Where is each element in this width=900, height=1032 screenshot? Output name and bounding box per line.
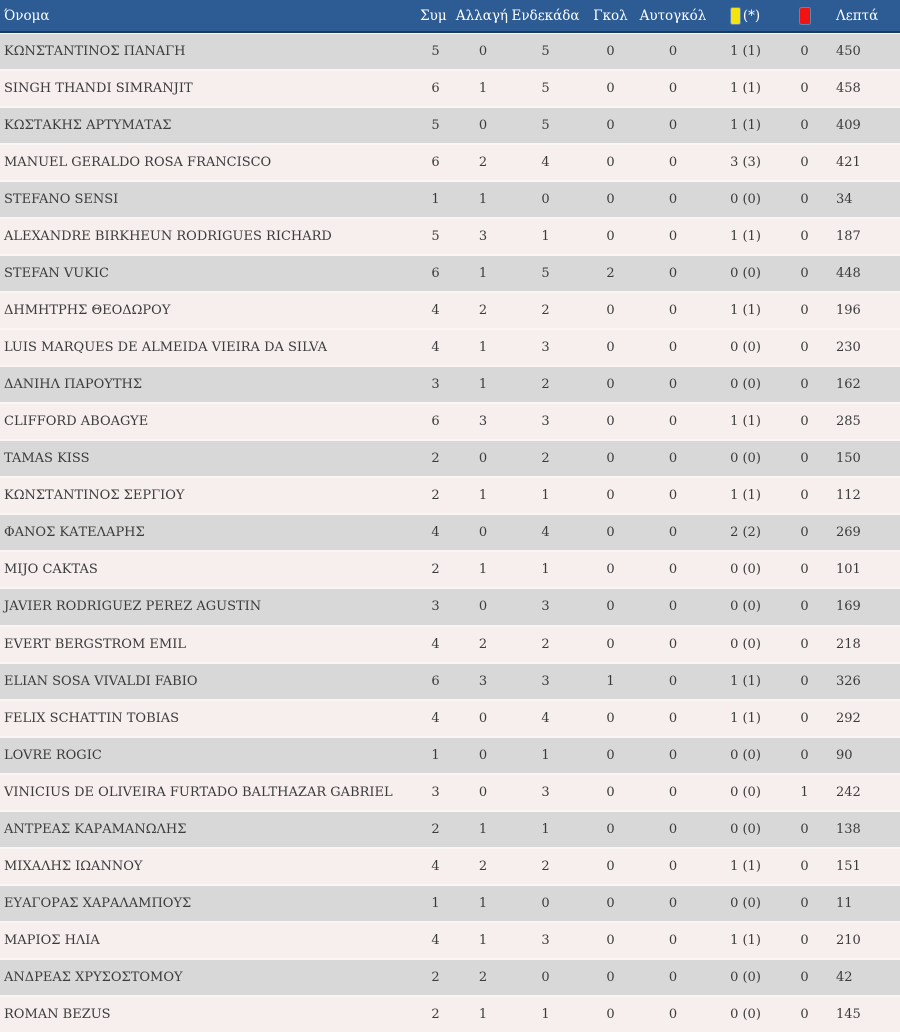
goals-cell: 0: [606, 1006, 615, 1022]
table-row[interactable]: [0, 293, 900, 328]
col-header-substitution[interactable]: Αλλαγή: [455, 7, 508, 24]
minutes-cell: 162: [836, 377, 861, 393]
goals-cell: 0: [606, 932, 615, 948]
appearances-cell: 6: [431, 155, 440, 171]
yellow-cards-cell: 0 (0): [730, 377, 761, 393]
col-header-starting-xi[interactable]: Ενδεκάδα: [511, 7, 580, 24]
player-name-cell[interactable]: ELIAN SOSA VIVALDI FABIO: [4, 673, 198, 689]
table-row[interactable]: [0, 664, 900, 699]
red-cards-cell: 1: [800, 784, 809, 800]
player-name-cell[interactable]: ΕΥΑΓΟΡΑΣ ΧΑΡΑΛΑΜΠΟΥΣ: [4, 895, 192, 911]
minutes-cell: 11: [836, 895, 853, 911]
appearances-cell: 6: [431, 266, 440, 282]
starting-xi-cell: 1: [541, 1006, 550, 1022]
appearances-cell: 1: [431, 192, 440, 208]
own-goals-cell: 0: [668, 192, 678, 208]
yellow-cards-cell: 0 (0): [730, 1006, 761, 1022]
yellow-cards-cell: 0 (0): [730, 192, 761, 208]
yellow-cards-cell: 3 (3): [730, 155, 761, 171]
starting-xi-cell: 1: [541, 562, 550, 578]
starting-xi-cell: 0: [541, 192, 550, 208]
col-header-goals[interactable]: Γκολ: [593, 7, 628, 24]
appearances-cell: 4: [431, 303, 440, 319]
starting-xi-cell: 2: [541, 636, 550, 652]
starting-xi-cell: 2: [541, 451, 550, 467]
starting-xi-cell: 4: [541, 155, 550, 171]
table-row[interactable]: [0, 71, 900, 106]
goals-cell: 0: [606, 784, 615, 800]
minutes-cell: 196: [836, 303, 861, 319]
col-header-own-goals[interactable]: Αυτογκόλ: [639, 7, 707, 24]
appearances-cell: 4: [431, 525, 440, 541]
yellow-cards-cell: 0 (0): [730, 340, 761, 356]
appearances-cell: 2: [431, 1006, 440, 1022]
starting-xi-cell: 1: [541, 747, 550, 763]
appearances-cell: 5: [431, 44, 440, 60]
appearances-cell: 2: [431, 451, 440, 467]
minutes-cell: 150: [836, 451, 861, 467]
minutes-cell: 326: [836, 673, 861, 689]
starting-xi-cell: 0: [541, 969, 550, 985]
goals-cell: 0: [606, 303, 615, 319]
starting-xi-cell: 1: [541, 229, 550, 245]
substitution-cell: 1: [478, 81, 488, 97]
yellow-cards-cell: 1 (1): [730, 710, 761, 726]
red-cards-cell: 0: [800, 562, 809, 578]
minutes-cell: 138: [836, 821, 861, 837]
own-goals-cell: 0: [668, 747, 678, 763]
substitution-cell: 0: [478, 451, 488, 467]
goals-cell: 0: [606, 636, 615, 652]
substitution-cell: 2: [478, 636, 488, 652]
player-name-cell[interactable]: VINICIUS DE OLIVEIRA FURTADO BALTHAZAR GABRIEL: [4, 784, 393, 800]
minutes-cell: 145: [836, 1006, 861, 1022]
goals-cell: 0: [606, 599, 615, 615]
starting-xi-cell: 3: [541, 414, 550, 430]
starting-xi-cell: 2: [541, 303, 550, 319]
goals-cell: 0: [606, 488, 615, 504]
substitution-cell: 1: [478, 266, 488, 282]
goals-cell: 0: [606, 377, 615, 393]
goals-cell: 0: [606, 858, 615, 874]
table-row[interactable]: [0, 775, 900, 810]
yellow-cards-cell: 0 (0): [730, 562, 761, 578]
red-cards-cell: 0: [800, 821, 809, 837]
appearances-cell: 1: [431, 895, 440, 911]
goals-cell: 0: [606, 44, 615, 60]
minutes-cell: 292: [836, 710, 861, 726]
appearances-cell: 5: [431, 118, 440, 134]
substitution-cell: 0: [478, 525, 488, 541]
red-cards-cell: 0: [800, 895, 809, 911]
appearances-cell: 2: [431, 969, 440, 985]
table-row[interactable]: [0, 849, 900, 884]
player-name-cell[interactable]: TAMAS KISS: [4, 451, 90, 467]
own-goals-cell: 0: [668, 636, 678, 652]
red-cards-cell: 0: [800, 118, 809, 134]
table-row[interactable]: [0, 478, 900, 513]
minutes-cell: 285: [836, 414, 861, 430]
table-row[interactable]: [0, 812, 900, 847]
minutes-cell: 112: [836, 488, 861, 504]
substitution-cell: 1: [478, 932, 488, 948]
starting-xi-cell: 5: [541, 118, 550, 134]
substitution-cell: 2: [478, 858, 488, 874]
substitution-cell: 2: [478, 303, 488, 319]
yellow-cards-cell: 0 (0): [730, 895, 761, 911]
table-row[interactable]: [0, 960, 900, 995]
own-goals-cell: 0: [668, 451, 678, 467]
substitution-cell: 3: [478, 414, 488, 430]
red-cards-cell: 0: [800, 155, 809, 171]
goals-cell: 0: [606, 895, 615, 911]
red-cards-cell: 0: [800, 488, 809, 504]
red-cards-cell: 0: [800, 81, 809, 97]
minutes-cell: 151: [836, 858, 861, 874]
substitution-cell: 2: [478, 155, 488, 171]
player-name-cell[interactable]: ΔΗΜΗΤΡΗΣ ΘΕΟΔΩΡΟΥ: [4, 303, 171, 319]
player-name-cell[interactable]: STEFANO SENSI: [4, 192, 119, 208]
goals-cell: 0: [606, 451, 615, 467]
appearances-cell: 4: [431, 858, 440, 874]
appearances-cell: 4: [431, 340, 440, 356]
player-name-cell[interactable]: EVERT BERGSTROM EMIL: [4, 636, 186, 652]
red-cards-cell: 0: [800, 377, 809, 393]
starting-xi-cell: 3: [541, 340, 550, 356]
appearances-cell: 1: [431, 747, 440, 763]
appearances-cell: 2: [431, 488, 440, 504]
goals-cell: 1: [606, 673, 615, 689]
substitution-cell: 1: [478, 488, 488, 504]
goals-cell: 0: [606, 821, 615, 837]
yellow-cards-cell: 0 (0): [730, 821, 761, 837]
table-row[interactable]: [0, 34, 900, 69]
player-name-cell[interactable]: FELIX SCHATTIN TOBIAS: [4, 710, 180, 726]
minutes-cell: 269: [836, 525, 861, 541]
table-row[interactable]: [0, 738, 900, 773]
minutes-cell: 169: [836, 599, 861, 615]
yellow-cards-cell: 0 (0): [730, 747, 761, 763]
red-cards-cell: 0: [800, 340, 809, 356]
starting-xi-cell: 3: [541, 784, 550, 800]
table-row[interactable]: [0, 552, 900, 587]
col-header-minutes[interactable]: Λεπτά: [836, 7, 879, 24]
appearances-cell: 2: [431, 562, 440, 578]
starting-xi-cell: 1: [541, 488, 550, 504]
appearances-cell: 6: [431, 414, 440, 430]
own-goals-cell: 0: [668, 488, 678, 504]
col-header-appearances[interactable]: Συμ: [420, 7, 447, 24]
appearances-cell: 3: [431, 377, 440, 393]
own-goals-cell: 0: [668, 155, 678, 171]
own-goals-cell: 0: [668, 340, 678, 356]
substitution-cell: 0: [478, 784, 488, 800]
col-header-red-cards[interactable]: [783, 0, 826, 31]
substitution-cell: 0: [478, 599, 488, 615]
table-row[interactable]: [0, 589, 900, 624]
yellow-cards-cell: 1 (1): [730, 488, 761, 504]
player-name-cell[interactable]: ΚΩΝΣΤΑΝΤΙΝΟΣ ΣΕΡΓΙΟΥ: [4, 488, 185, 504]
goals-cell: 0: [606, 525, 615, 541]
starting-xi-cell: 3: [541, 599, 550, 615]
goals-cell: 0: [606, 710, 615, 726]
own-goals-cell: 0: [668, 562, 678, 578]
table-row[interactable]: [0, 256, 900, 291]
yellow-cards-cell: 1 (1): [730, 414, 761, 430]
minutes-cell: 230: [836, 340, 861, 356]
goals-cell: 0: [606, 969, 615, 985]
table-row[interactable]: [0, 108, 900, 143]
red-cards-cell: 0: [800, 303, 809, 319]
appearances-cell: 6: [431, 81, 440, 97]
appearances-cell: 3: [431, 599, 440, 615]
own-goals-cell: 0: [668, 303, 678, 319]
goals-cell: 0: [606, 229, 615, 245]
player-name-cell[interactable]: LOVRE ROGIC: [4, 747, 102, 763]
player-name-cell[interactable]: JAVIER RODRIGUEZ PEREZ AGUSTIN: [4, 599, 262, 615]
own-goals-cell: 0: [668, 81, 678, 97]
appearances-cell: 4: [431, 710, 440, 726]
table-row[interactable]: [0, 367, 900, 402]
substitution-cell: 1: [478, 562, 488, 578]
player-name-cell[interactable]: CLIFFORD ABOAGYE: [4, 414, 149, 430]
substitution-cell: 1: [478, 1006, 488, 1022]
player-name-cell[interactable]: ΑΝΤΡΕΑΣ ΚΑΡΑΜΑΝΩΛΗΣ: [4, 821, 187, 837]
own-goals-cell: 0: [668, 229, 678, 245]
red-cards-cell: 0: [800, 710, 809, 726]
red-cards-cell: 0: [800, 525, 809, 541]
minutes-cell: 450: [836, 44, 861, 60]
table-row[interactable]: [0, 997, 900, 1032]
yellow-cards-cell: 1 (1): [730, 118, 761, 134]
own-goals-cell: 0: [668, 266, 678, 282]
substitution-cell: 0: [478, 747, 488, 763]
player-name-cell[interactable]: ΜΙΧΑΛΗΣ ΙΩΑΝΝΟΥ: [4, 858, 143, 874]
substitution-cell: 0: [478, 710, 488, 726]
red-cards-cell: 0: [800, 673, 809, 689]
table-row[interactable]: [0, 515, 900, 550]
red-cards-cell: 0: [800, 44, 809, 60]
substitution-cell: 2: [478, 969, 488, 985]
own-goals-cell: 0: [668, 44, 678, 60]
table-row[interactable]: [0, 441, 900, 476]
yellow-cards-cell: 1 (1): [730, 932, 761, 948]
own-goals-cell: 0: [668, 377, 678, 393]
appearances-cell: 4: [431, 932, 440, 948]
red-cards-cell: 0: [800, 599, 809, 615]
own-goals-cell: 0: [668, 821, 678, 837]
yellow-cards-cell: 1 (1): [730, 673, 761, 689]
minutes-cell: 218: [836, 636, 861, 652]
starting-xi-cell: 1: [541, 821, 550, 837]
appearances-cell: 3: [431, 784, 440, 800]
yellow-card-suffix: (*): [742, 7, 761, 24]
table-row[interactable]: [0, 886, 900, 921]
yellow-cards-cell: 1 (1): [730, 229, 761, 245]
own-goals-cell: 0: [668, 118, 678, 134]
own-goals-cell: 0: [668, 858, 678, 874]
player-name-cell[interactable]: SINGH THANDI SIMRANJIT: [4, 81, 193, 97]
player-name-cell[interactable]: ΚΩΣΤΑΚΗΣ ΑΡΤΥΜΑΤΑΣ: [4, 118, 172, 134]
yellow-card-icon: [731, 8, 740, 24]
minutes-cell: 242: [836, 784, 861, 800]
table-header: [0, 0, 900, 33]
appearances-cell: 6: [431, 673, 440, 689]
goals-cell: 0: [606, 747, 615, 763]
minutes-cell: 90: [836, 747, 853, 763]
own-goals-cell: 0: [668, 673, 678, 689]
red-cards-cell: 0: [800, 266, 809, 282]
table-row[interactable]: [0, 219, 900, 254]
player-name-cell[interactable]: ΔΑΝΙΗΛ ΠΑΡΟΥΤΗΣ: [4, 377, 143, 393]
player-name-cell[interactable]: MANUEL GERALDO ROSA FRANCISCO: [4, 155, 272, 171]
yellow-cards-cell: 2 (2): [730, 525, 761, 541]
player-name-cell[interactable]: ΚΩΝΣΤΑΝΤΙΝΟΣ ΠΑΝΑΓΗ: [4, 44, 186, 60]
yellow-cards-cell: 0 (0): [730, 451, 761, 467]
table-row[interactable]: [0, 145, 900, 180]
col-header-yellow-cards[interactable]: [708, 0, 783, 31]
goals-cell: 0: [606, 192, 615, 208]
yellow-cards-cell: 0 (0): [730, 599, 761, 615]
player-name-cell[interactable]: ROMAN BEZUS: [4, 1006, 111, 1022]
yellow-cards-cell: 1 (1): [730, 44, 761, 60]
substitution-cell: 3: [478, 673, 488, 689]
minutes-cell: 448: [836, 266, 861, 282]
yellow-cards-cell: 0 (0): [730, 636, 761, 652]
minutes-cell: 187: [836, 229, 861, 245]
starting-xi-cell: 5: [541, 266, 550, 282]
player-name-cell[interactable]: ALEXANDRE BIRKHEUN RODRIGUES RICHARD: [4, 229, 332, 245]
table-row[interactable]: [0, 330, 900, 365]
player-name-cell[interactable]: MIJO CAKTAS: [4, 562, 98, 578]
own-goals-cell: 0: [668, 784, 678, 800]
table-row[interactable]: [0, 627, 900, 662]
starting-xi-cell: 0: [541, 895, 550, 911]
table-row[interactable]: [0, 923, 900, 958]
goals-cell: 0: [606, 340, 615, 356]
yellow-cards-cell: 0 (0): [730, 784, 761, 800]
yellow-cards-cell: 0 (0): [730, 266, 761, 282]
yellow-cards-cell: 1 (1): [730, 303, 761, 319]
appearances-cell: 5: [431, 229, 440, 245]
goals-cell: 0: [606, 118, 615, 134]
yellow-cards-cell: 1 (1): [730, 858, 761, 874]
red-cards-cell: 0: [800, 636, 809, 652]
col-header-name[interactable]: Όνομα: [4, 7, 50, 24]
own-goals-cell: 0: [668, 1006, 678, 1022]
substitution-cell: 3: [478, 229, 488, 245]
goals-cell: 0: [606, 414, 615, 430]
yellow-cards-cell: 0 (0): [730, 969, 761, 985]
red-card-icon: [800, 8, 810, 24]
red-cards-cell: 0: [800, 932, 809, 948]
minutes-cell: 409: [836, 118, 861, 134]
substitution-cell: 0: [478, 118, 488, 134]
player-name-cell[interactable]: ΦΑΝΟΣ ΚΑΤΕΛΑΡΗΣ: [4, 525, 145, 541]
own-goals-cell: 0: [668, 932, 678, 948]
substitution-cell: 0: [478, 44, 488, 60]
player-name-cell[interactable]: STEFAN VUKIC: [4, 266, 109, 282]
goals-cell: 2: [606, 266, 615, 282]
starting-xi-cell: 2: [541, 377, 550, 393]
starting-xi-cell: 3: [541, 673, 550, 689]
table-body: [0, 33, 900, 1032]
starting-xi-cell: 3: [541, 932, 550, 948]
own-goals-cell: 0: [668, 525, 678, 541]
red-cards-cell: 0: [800, 969, 809, 985]
player-name-cell[interactable]: ΜΑΡΙΟΣ ΗΛΙΑ: [4, 932, 100, 948]
red-cards-cell: 0: [800, 229, 809, 245]
player-name-cell[interactable]: LUIS MARQUES DE ALMEIDA VIEIRA DA SILVA: [4, 340, 328, 356]
substitution-cell: 1: [478, 895, 488, 911]
minutes-cell: 101: [836, 562, 861, 578]
own-goals-cell: 0: [668, 710, 678, 726]
minutes-cell: 421: [836, 155, 861, 171]
own-goals-cell: 0: [668, 599, 678, 615]
minutes-cell: 458: [836, 81, 861, 97]
starting-xi-cell: 4: [541, 710, 550, 726]
substitution-cell: 1: [478, 192, 488, 208]
appearances-cell: 4: [431, 636, 440, 652]
own-goals-cell: 0: [668, 969, 678, 985]
goals-cell: 0: [606, 562, 615, 578]
goals-cell: 0: [606, 155, 615, 171]
minutes-cell: 210: [836, 932, 861, 948]
yellow-cards-cell: 1 (1): [730, 81, 761, 97]
starting-xi-cell: 2: [541, 858, 550, 874]
red-cards-cell: 0: [800, 747, 809, 763]
table-row[interactable]: [0, 701, 900, 736]
red-cards-cell: 0: [800, 451, 809, 467]
player-name-cell[interactable]: ΑΝΔΡΕΑΣ ΧΡΥΣΟΣΤΟΜΟΥ: [4, 969, 183, 985]
starting-xi-cell: 4: [541, 525, 550, 541]
own-goals-cell: 0: [668, 414, 678, 430]
minutes-cell: 34: [836, 192, 853, 208]
table-row[interactable]: [0, 182, 900, 217]
minutes-cell: 42: [836, 969, 853, 985]
own-goals-cell: 0: [668, 895, 678, 911]
goals-cell: 0: [606, 81, 615, 97]
table-row[interactable]: [0, 404, 900, 439]
red-cards-cell: 0: [800, 1006, 809, 1022]
starting-xi-cell: 5: [541, 44, 550, 60]
red-cards-cell: 0: [800, 192, 809, 208]
substitution-cell: 1: [478, 377, 488, 393]
substitution-cell: 1: [478, 821, 488, 837]
red-cards-cell: 0: [800, 858, 809, 874]
starting-xi-cell: 5: [541, 81, 550, 97]
red-cards-cell: 0: [800, 414, 809, 430]
appearances-cell: 2: [431, 821, 440, 837]
substitution-cell: 1: [478, 340, 488, 356]
